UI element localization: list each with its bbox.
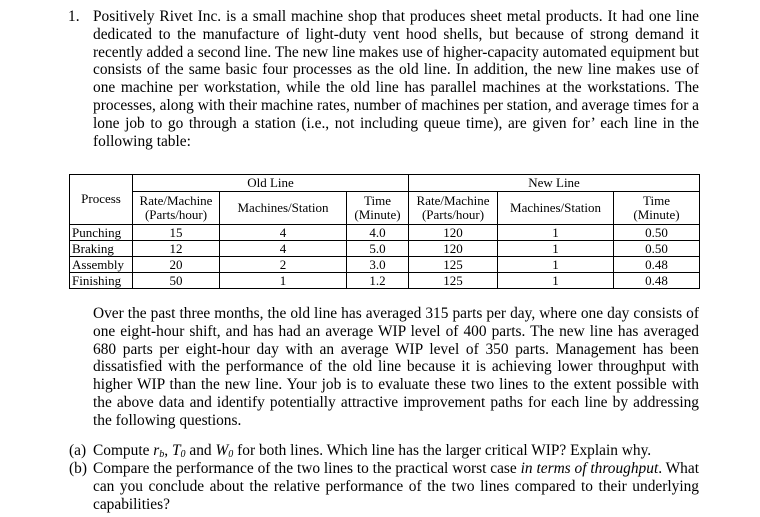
table-cell-blank <box>70 175 133 192</box>
process-data-table <box>69 174 700 289</box>
old-rate-cell: 15 <box>133 225 220 241</box>
new-machines-cell: 1 <box>498 225 614 241</box>
old-machines-cell: 1 <box>220 273 347 289</box>
new-time-cell: 0.50 <box>614 241 700 257</box>
problem-intro-paragraph: Positively Rivet Inc. is a small machine shop that produces sheet metal products. It had one line dedicated to the manufacture of light-duty vent hood shells, but because of strong demand it recently added a second line. The new line makes use of higher-capacity automated equipment but consists of the same basic four processes as the old line. In addition, the new line makes use of one machine per workstation, while the old line has parallel machines at the workstations. The processes, along with their machine rates, number of machines per station, and average times for a lone job to go through a station (i.e., not including queue time), are given for’ each line in the following table: <box>93 8 700 150</box>
problem-number: 1. <box>68 8 80 25</box>
table-row <box>70 241 700 257</box>
question-b-label: (b) <box>69 460 87 477</box>
old-rate-cell: 20 <box>133 257 220 273</box>
new-rate-cell: 120 <box>409 241 498 257</box>
old-machines-column-header: Machines/Station <box>220 192 347 225</box>
old-machines-cell: 4 <box>220 225 347 241</box>
new-rate-cell: 125 <box>409 273 498 289</box>
old-line-group-header: Old Line <box>133 175 409 192</box>
old-rate-column-header: Rate/Machine (Parts/hour) <box>133 192 220 225</box>
old-time-cell: 1.2 <box>347 273 409 289</box>
new-time-cell: 0.48 <box>614 257 700 273</box>
new-time-cell: 0.48 <box>614 273 700 289</box>
new-time-column-header: Time (Minute) <box>614 192 700 225</box>
process-name-cell: Assembly <box>70 257 133 273</box>
old-time-column-header: Time (Minute) <box>347 192 409 225</box>
process-name-cell: Finishing <box>70 273 133 289</box>
table-row <box>70 257 700 273</box>
old-machines-cell: 2 <box>220 257 347 273</box>
question-a-label: (a) <box>69 442 87 459</box>
table-row <box>70 225 700 241</box>
table-column-header-row <box>70 192 700 225</box>
question-b-text: Compare the performance of the two lines to the practical worst case in terms of throughput. What can you conclude about the relative performance of the two lines compared to their underlying capabilities? <box>93 460 699 513</box>
process-column-header: Process <box>70 192 133 225</box>
new-rate-column-header: Rate/Machine (Parts/hour) <box>409 192 498 225</box>
old-time-cell: 4.0 <box>347 225 409 241</box>
process-name-cell: Punching <box>70 225 133 241</box>
old-machines-cell: 4 <box>220 241 347 257</box>
new-line-group-header: New Line <box>409 175 700 192</box>
old-rate-cell: 50 <box>133 273 220 289</box>
table-group-header-row <box>70 175 700 192</box>
old-time-cell: 5.0 <box>347 241 409 257</box>
old-rate-cell: 12 <box>133 241 220 257</box>
new-time-cell: 0.50 <box>614 225 700 241</box>
new-machines-cell: 1 <box>498 273 614 289</box>
new-machines-column-header: Machines/Station <box>498 192 614 225</box>
new-machines-cell: 1 <box>498 257 614 273</box>
new-rate-cell: 125 <box>409 257 498 273</box>
new-machines-cell: 1 <box>498 241 614 257</box>
process-name-cell: Braking <box>70 241 133 257</box>
table-row <box>70 273 700 289</box>
old-time-cell: 3.0 <box>347 257 409 273</box>
new-rate-cell: 120 <box>409 225 498 241</box>
problem-body-paragraph: Over the past three months, the old line has averaged 315 parts per day, where one day consists of one eight-hour shift, and has had an average WIP level of 400 parts. The new line has averaged 680 parts per eight-hour day with an average WIP level of 350 parts. Management has been dissatisfied with the performance of the old line because it is achieving lower throughput with higher WIP than the new line. Your job is to evaluate these two lines to the extent possible with the above data and identify potentially attractive improvement paths for each line by addressing the following questions. <box>93 305 699 429</box>
question-a-text: Compute $r_b$, $T_0$ and $W_0$ for both lines. Which line has the larger critical WIP? Explain why. <box>93 442 652 460</box>
